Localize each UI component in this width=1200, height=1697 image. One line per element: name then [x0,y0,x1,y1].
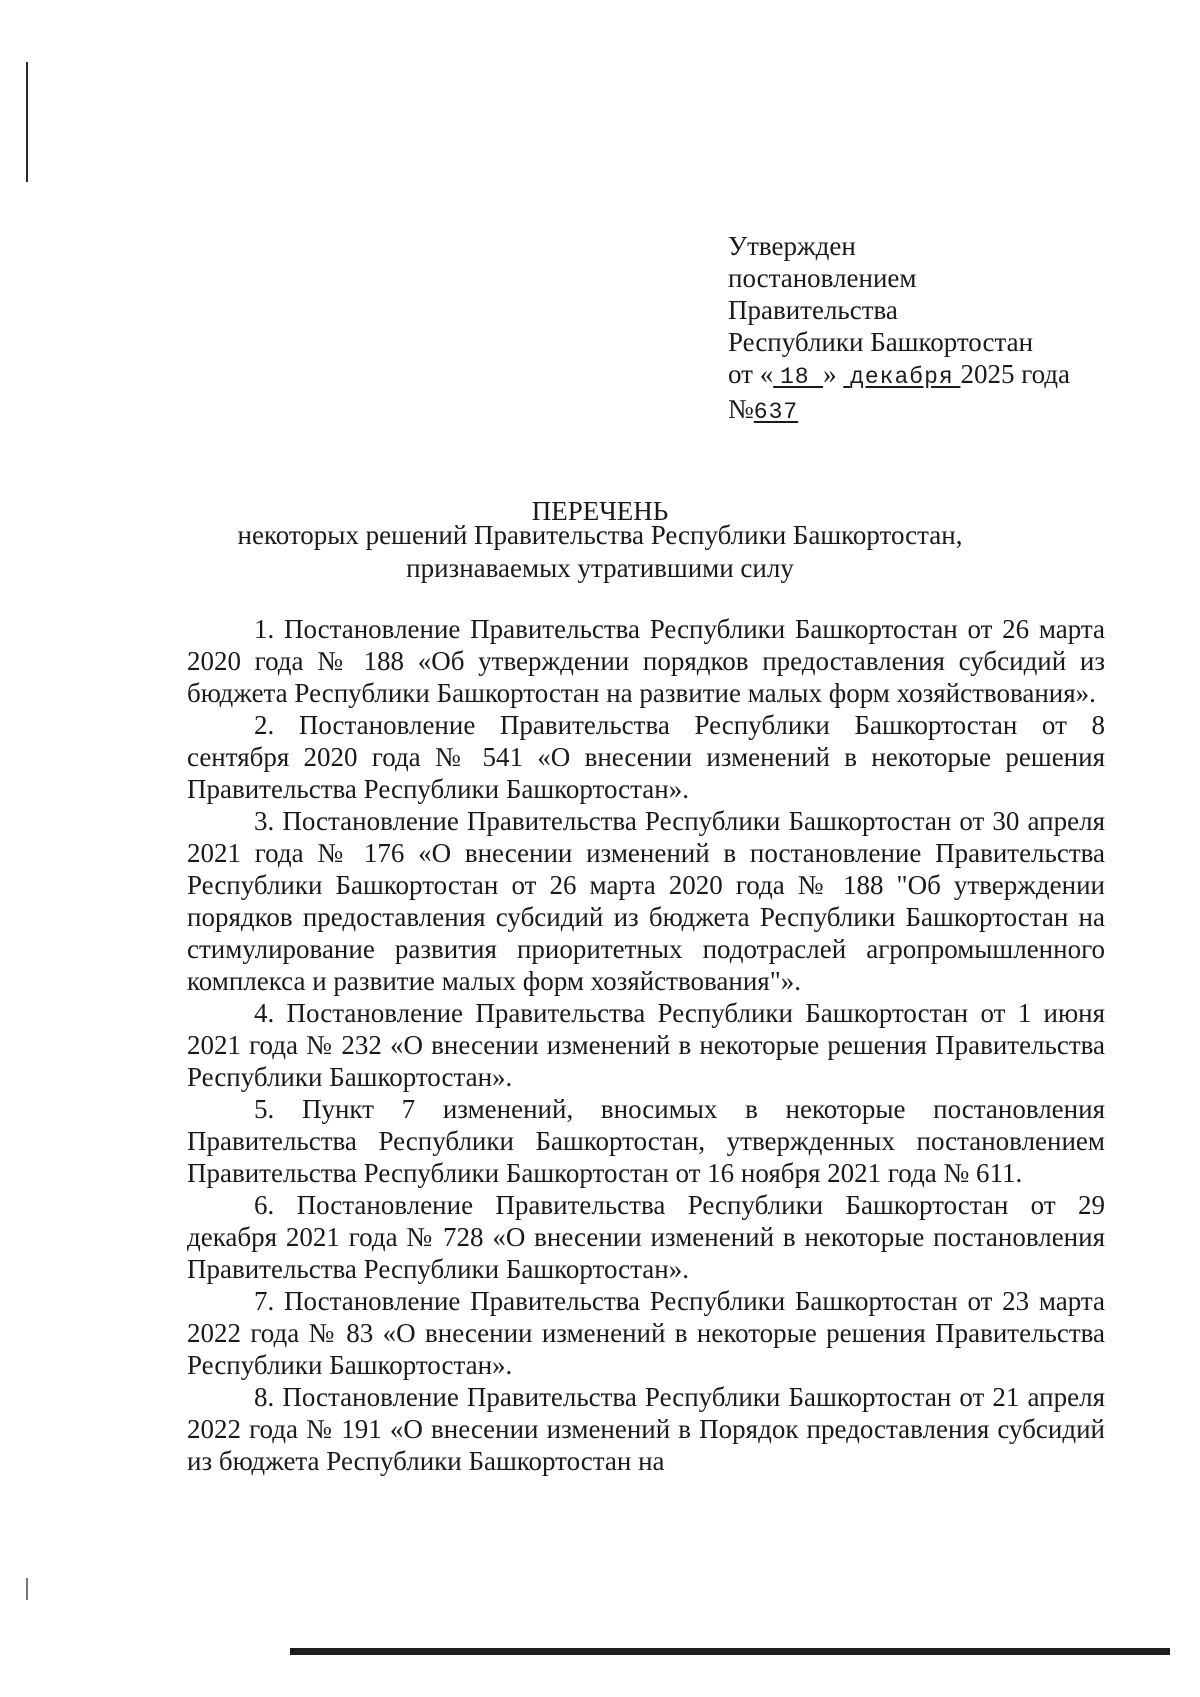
date-prefix: от « [728,359,774,389]
number-value: 637 [753,399,799,425]
scan-bottom-bar [290,1648,1170,1655]
approval-line: постановлением [728,263,917,293]
date-day: 18 [779,364,810,390]
approval-line: Утвержден [728,231,856,261]
list-item: 1. Постановление Правительства Республики Башкортостан от 26 марта 2020 года № 188 «Об утверждении порядков предоставления субсидий из бюджета Республики Башкортостан на развитие малых форм хозяйствования». [187,614,1105,708]
list-item: 6. Постановление Правительства Республики Башкортостан от 29 декабря 2021 года № 728 «О внесении изменений в некоторые постановления Правительства Республики Башкортостан». [187,1190,1105,1284]
date-mid: » [823,359,837,389]
list-item: 3. Постановление Правительства Республики Башкортостан от 30 апреля 2021 года № 176 «О внесении изменений в постановление Правительства Республики Башкортостан от 26 марта 2020 года № 188 "Об утверждении порядков предоставления субсидий из бюджета Республики Башкортостан на стимулирование развития приоритетных подотраслей агропромышленного комплекса и развитие малых форм хозяйствования"». [187,806,1105,996]
approval-date [728,358,1070,393]
approval-block [728,230,1070,428]
approval-number [728,393,1070,428]
scan-edge-mark [26,1578,28,1600]
approval-line: Правительства [728,295,898,325]
date-month-underline [843,359,960,389]
approval-line: Республики Башкортостан [728,327,1034,357]
number-prefix: № [728,394,754,424]
list-item: 5. Пункт 7 изменений, вносимых в некоторые постановления Правительства Республики Башкортостан, утвержденных постановлением Правительства Республики Башкортостан от 16 ноября 2021 года № 611. [187,1094,1105,1188]
document-title: ПЕРЕЧЕНЬ [531,496,669,526]
document-body [187,613,1105,1477]
date-month: декабря [850,364,954,390]
list-item: 7. Постановление Правительства Республики Башкортостан от 23 марта 2022 года № 83 «О внесении изменений в некоторые решения Правительства Республики Башкортостан». [187,1286,1105,1380]
list-item: 4. Постановление Правительства Республики Башкортостан от 1 июня 2021 года № 232 «О внесении изменений в некоторые решения Правительства Республики Башкортостан». [187,998,1105,1092]
document-subtitle [0,519,1200,585]
subtitle-line: некоторых решений Правительства Республики Башкортостан, [237,520,963,550]
subtitle-line: признаваемых утратившими силу [406,553,794,583]
list-item: 8. Постановление Правительства Республики Башкортостан от 21 апреля 2022 года № 191 «О внесении изменений в Порядок предоставления субсидий из бюджета Республики Башкортостан на [187,1382,1105,1476]
scan-edge-mark [26,62,28,182]
date-year: 2025 года [960,359,1071,389]
list-item: 2. Постановление Правительства Республики Башкортостан от 8 сентября 2020 года № 541 «О внесении изменений в некоторые решения Правительства Республики Башкортостан». [187,710,1105,804]
date-day-underline [773,359,823,389]
